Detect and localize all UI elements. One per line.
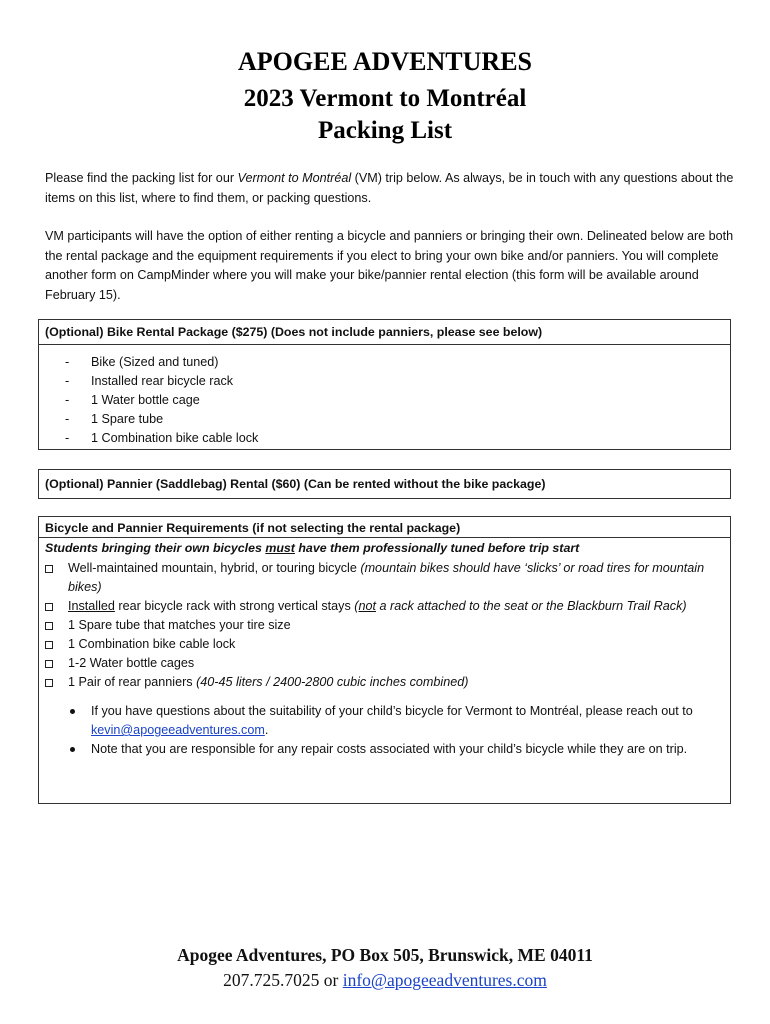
checkbox-icon (45, 565, 53, 573)
intro-paragraph-1: Please find the packing list for our Vermont to Montréal (VM) trip below. As always, be in touch with any questions about the items on this list, where to find them, or packing questions. (45, 171, 734, 205)
note-item: If you have questions about the suitability of your child’s bicycle for Vermont to Montréal, please reach out to kevin@apogeeadventures.com. (68, 702, 722, 740)
requirements-checklist (39, 559, 730, 692)
checkbox-icon (45, 622, 53, 630)
bullet-icon (70, 747, 75, 752)
document-title: Packing List (317, 117, 453, 144)
note-item: Note that you are responsible for any repair costs associated with your child’s bicycle while they are on trip. (68, 740, 722, 759)
pannier-rental-heading: (Optional) Pannier (Saddlebag) Rental ($60) (Can be rented without the bike package) (45, 477, 546, 491)
bike-rental-list (39, 345, 730, 448)
list-item: - Bike (Sized and tuned) (65, 355, 219, 369)
bike-rental-section (38, 319, 731, 450)
checkbox-icon (45, 660, 53, 668)
footer-address: Apogee Adventures, PO Box 505, Brunswick, ME 04011 (177, 945, 593, 965)
checkbox-icon (45, 603, 53, 611)
list-item: - 1 Spare tube (65, 412, 164, 426)
requirements-section (38, 516, 731, 804)
requirements-heading: Bicycle and Pannier Requirements (if not selecting the rental package) (39, 517, 730, 538)
checklist-item: 1-2 Water bottle cages (45, 654, 718, 673)
company-title: APOGEE ADVENTURES (238, 47, 532, 76)
list-item: - Installed rear bicycle rack (65, 374, 234, 388)
checkbox-icon (45, 641, 53, 649)
requirements-notes (39, 702, 730, 759)
checklist-item: 1 Spare tube that matches your tire size (45, 616, 718, 635)
list-item: - 1 Combination bike cable lock (65, 431, 259, 445)
list-item: - 1 Water bottle cage (65, 393, 200, 407)
bullet-icon (70, 709, 75, 714)
info-email-link[interactable]: info@apogeeadventures.com (342, 970, 547, 990)
bike-rental-heading: (Optional) Bike Rental Package ($275) (Does not include panniers, please see below) (39, 320, 730, 345)
kevin-email-link[interactable]: kevin@apogeeadventures.com (91, 723, 265, 737)
requirements-subheading: Students bringing their own bicycles must have them professionally tuned before trip start (45, 541, 580, 555)
pannier-rental-section (38, 469, 731, 499)
trip-title: 2023 Vermont to Montréal (243, 85, 527, 112)
checklist-item: 1 Combination bike cable lock (45, 635, 718, 654)
checklist-item: 1 Pair of rear panniers (40-45 liters / 2400-2800 cubic inches combined) (45, 673, 718, 692)
checklist-item: Installed rear bicycle rack with strong vertical stays (not a rack attached to the seat or the Blackburn Trail Rack) (45, 597, 718, 616)
footer-contact: 207.725.7025 or info@apogeeadventures.com (223, 970, 547, 990)
checklist-item: Well-maintained mountain, hybrid, or touring bicycle (mountain bikes should have ‘slicks’ or road tires for mountain bikes) (45, 559, 718, 597)
checkbox-icon (45, 679, 53, 687)
intro-paragraph-2: VM participants will have the option of either renting a bicycle and panniers or bringing their own. Delineated below are both the rental package and the equipment requirements if you elect to bring your own bike and/or panniers. You will complete another form on CampMinder where you will make your bike/pannier rental election (this form will be available around February 15). (45, 229, 734, 302)
